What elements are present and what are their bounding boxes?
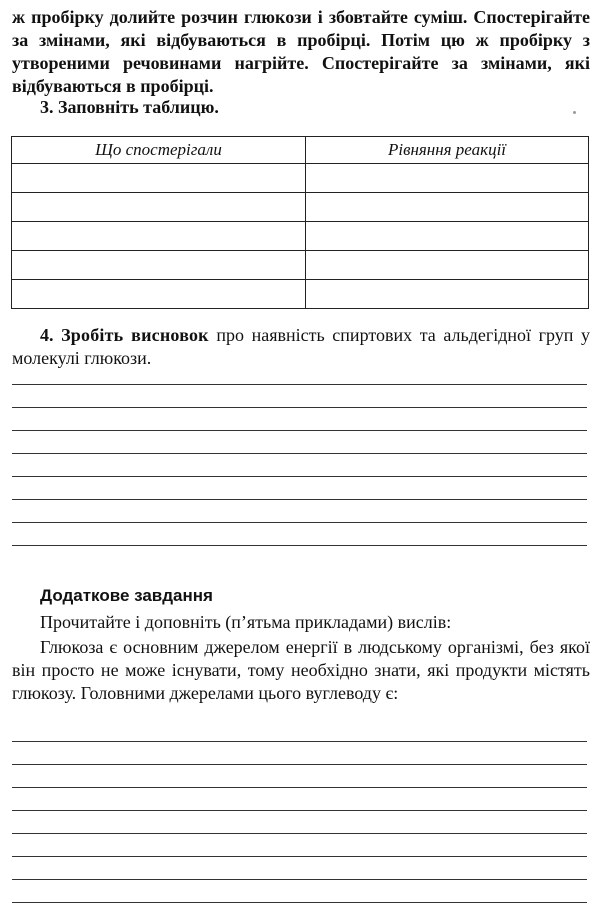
table-cell[interactable] [12,280,306,309]
header-observed: Що спостерігали [12,137,306,164]
writing-line[interactable] [12,384,587,385]
writing-line[interactable] [12,407,587,408]
writing-line[interactable] [12,545,587,546]
observations-table [11,136,589,309]
step-4-number: 4. [40,325,54,345]
writing-line[interactable] [12,787,587,788]
extra-instruction: Прочитайте і доповніть (п’ятьма прикладами) вислів: [40,612,452,632]
table-cell[interactable] [12,193,306,222]
writing-line[interactable] [12,856,587,857]
writing-line[interactable] [12,833,587,834]
writing-line[interactable] [12,741,587,742]
table-row [12,251,589,280]
table-cell[interactable] [12,164,306,193]
table-cell[interactable] [306,251,589,280]
writing-line[interactable] [12,453,587,454]
writing-line[interactable] [12,810,587,811]
extra-text: Глюкоза є основним джерелом енергії в людському організмі, без якої він просто не може існувати, тому необхідно знати, які продукти містять глюкозу. Головними джерелами цього вуглеводу є: [12,637,590,703]
table-cell[interactable] [306,193,589,222]
step-4-bold: Зробіть висновок [61,325,209,345]
table-cell[interactable] [306,280,589,309]
table-cell[interactable] [12,251,306,280]
table-cell[interactable] [306,164,589,193]
table-row [12,280,589,309]
writing-line[interactable] [12,476,587,477]
writing-line[interactable] [12,430,587,431]
table-row [12,193,589,222]
writing-line[interactable] [12,522,587,523]
table-header-row [12,137,589,164]
writing-line[interactable] [12,902,587,903]
intro-paragraph: ж пробірку долийте розчин глюкози і збовтайте суміш. Спостерігайте за змінами, які відбуваються в пробірці. Потім цю ж пробірку з утвореними речовинами нагрійте. Спостерігайте за змінами, які відбуваються в пробірці. [12,7,590,96]
header-equation: Рівняння реакції [306,137,589,164]
step-4-paragraph [12,324,590,370]
writing-line[interactable] [12,499,587,500]
table-row [12,222,589,251]
extra-task-title: Додаткове завдання [40,586,213,605]
table-cell[interactable] [306,222,589,251]
table-row [12,164,589,193]
speck [573,111,576,114]
table-cell[interactable] [12,222,306,251]
step-4-rest: про наявність спиртових та альдегідної груп у молекулі глюкози. [12,325,591,368]
writing-line[interactable] [12,879,587,880]
step-3-heading: 3. Заповніть таблицю. [40,97,219,117]
writing-line[interactable] [12,764,587,765]
